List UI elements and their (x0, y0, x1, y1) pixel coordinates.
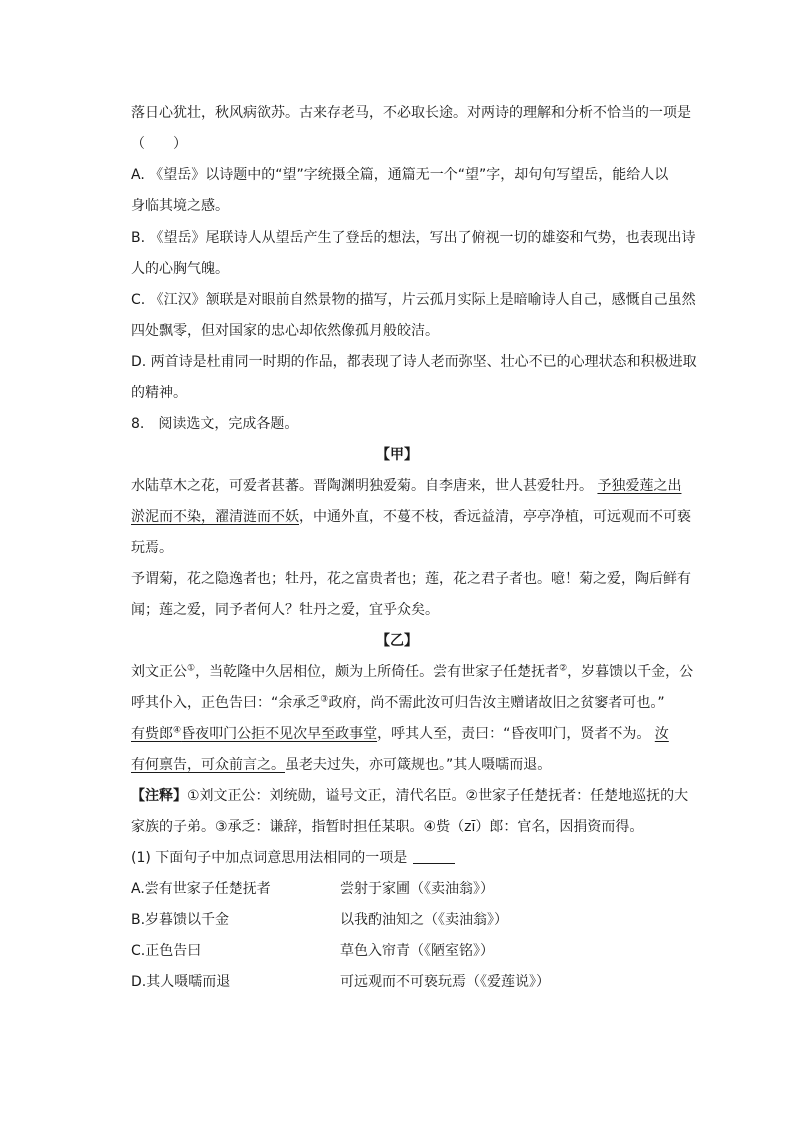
note-ref-1: ① (187, 663, 196, 674)
notes-line2: 家族的子弟。③承乏：谦辞，指暂时担任某职。④赀（zī）郎：官名，因捐资而得。 (131, 819, 644, 835)
q7-option-a-line1: A. 《望岳》以诗题中的“望”字统摄全篇，通篇无一个“望”字，却句句写望岳，能给人以 (131, 167, 669, 183)
q7-option-c-line2: 四处飘零，但对国家的忠心却依然像孤月般皎洁。 (131, 323, 439, 339)
note-ref-3: ③ (320, 694, 329, 705)
yi-line2: 呼其仆入，正色告曰：“余承乏③政府，尚不需此汝可归告汝主赠诸故旧之贫窭者可也。” (131, 694, 665, 711)
q7-option-b-line1: B. 《望岳》尾联诗人从望岳产生了登岳的想法，写出了俯视一切的雄姿和气势，也表现出诗 (131, 230, 696, 246)
jia-heading: 【甲】 (376, 447, 418, 463)
note-ref-4: ④ (173, 725, 182, 736)
q8-stem: 8. 阅读选文，完成各题。 (131, 416, 299, 432)
q7-stem-answer-paren: （ ） (131, 136, 187, 152)
sub1-option-d-right: 可远观而不可亵玩焉（《爱莲说》） (340, 974, 550, 990)
yi-heading: 【乙】 (376, 633, 418, 649)
sub1-option-b-right: 以我酌油知之（《卖油翁》） (340, 912, 508, 928)
q7-stem-line1: 落日心犹壮，秋风病欲苏。古来存老马，不必取长途。对两诗的理解和分析不恰当的一项是 (131, 105, 691, 121)
jia-underlined-sentence-start: 予独爱莲之出 (597, 478, 682, 494)
jia-p2-line2: 闻；莲之爱，同予者何人？牡丹之爱，宜乎众矣。 (131, 602, 439, 618)
q7-option-a-line2: 身临其境之感。 (131, 198, 229, 214)
jia-p1-line1: 水陆草木之花，可爱者甚蕃。晋陶渊明独爱菊。自李唐来，世人甚爱牡丹。 予独爱莲之出 (131, 478, 682, 494)
sub1-option-b-left: B.岁暮馈以千金 (131, 912, 230, 928)
yi-underlined-sentence-2-end: 有何禀告，可众前言之。 (131, 757, 285, 773)
sub1-option-a-right: 尝射于家圃（《卖油翁》） (340, 881, 494, 897)
sub1-option-c-right: 草色入帘青（《陋室铭》） (340, 943, 494, 959)
yi-underlined-sentence-1: 有赀郎④昏夜叩门公拒不见次早至政事堂 (131, 725, 378, 742)
sub1-option-a-left: A.尝有世家子任楚抚者 (131, 881, 271, 897)
note-ref-2: ② (559, 663, 568, 674)
yi-underlined-sentence-2-start: 汝 (654, 726, 669, 742)
q7-option-b-line2: 人的心胸气魄。 (131, 261, 229, 277)
sub1-option-c-left: C.正色告曰 (131, 943, 202, 959)
answer-blank[interactable] (413, 849, 455, 864)
notes-line1: 【注释】①刘文正公：刘统勋，谥号文正，清代名臣。②世家子任楚抚者：任楚地巡抚的大 (131, 788, 689, 804)
q7-option-d-line2: 的精神。 (131, 385, 187, 401)
q7-option-d-line1: D. 两首诗是杜甫同一时期的作品，都表现了诗人老而弥坚、壮心不已的心理状态和积极进取 (131, 354, 697, 370)
yi-line1: 刘文正公①，当乾隆中久居相位，颇为上所倚任。尝有世家子任楚抚者②，岁暮馈以千金，公 (131, 663, 694, 680)
jia-p2-line1: 予谓菊，花之隐逸者也；牡丹，花之富贵者也；莲，花之君子者也。噫！菊之爱，陶后鲜有 (131, 571, 691, 587)
jia-p1-line3: 玩焉。 (131, 540, 173, 556)
jia-p1-line2: 淤泥而不染，濯清涟而不妖，中通外直，不蔓不枝，香远益清，亭亭净植，可远观而不可亵 (131, 509, 691, 525)
q7-option-c-line1: C. 《江汉》颔联是对眼前自然景物的描写，片云孤月实际上是暗喻诗人自己，感慨自己虽然 (131, 292, 696, 308)
yi-line3: 有赀郎④昏夜叩门公拒不见次早至政事堂，呼其人至，责曰：“昏夜叩门，贤者不为。 汝 (131, 725, 669, 742)
jia-underlined-sentence-end: 淤泥而不染，濯清涟而不妖 (131, 509, 299, 525)
sub1-option-d-left: D.其人嗫嚅而退 (131, 974, 231, 990)
sub1-stem: (1) 下面句子中加点词意思用法相同的一项是 (131, 848, 455, 868)
notes-label: 【注释】 (131, 788, 187, 804)
yi-line4: 有何禀告，可众前言之。虽老夫过失，亦可箴规也。”其人嗫嚅而退。 (131, 757, 552, 773)
